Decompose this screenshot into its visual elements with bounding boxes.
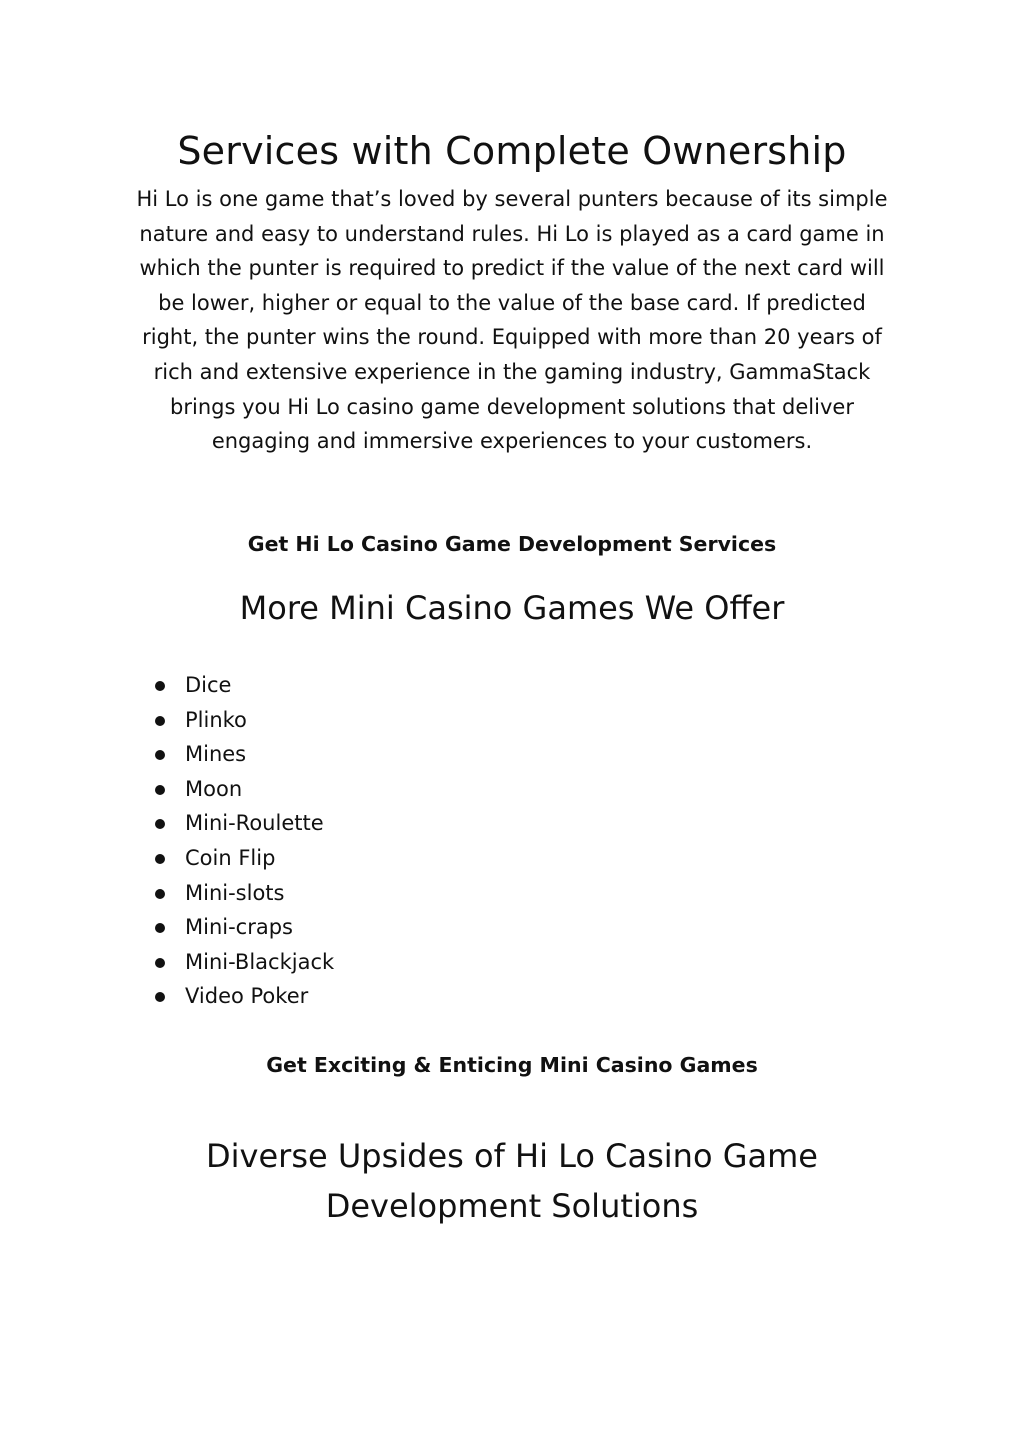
- page-title: Services with Complete Ownership: [177, 129, 847, 173]
- mini-games-link[interactable]: Get Exciting & Enticing Mini Casino Games: [266, 1053, 758, 1077]
- list-item: [152, 737, 334, 772]
- bullet-icon: [155, 923, 165, 933]
- list-item: [152, 979, 334, 1014]
- list-item-label: Dice: [185, 673, 232, 697]
- list-item: [152, 703, 334, 738]
- list-item-label: Mines: [185, 742, 247, 767]
- list-item-label: Mini-craps: [185, 915, 293, 940]
- more-games-heading: More Mini Casino Games We Offer: [239, 589, 785, 627]
- list-item-label: Plinko: [185, 707, 247, 732]
- list-item: [152, 841, 334, 876]
- games-list: [152, 668, 334, 1014]
- list-item: [152, 945, 334, 980]
- list-item: [152, 668, 334, 703]
- list-item-label: Moon: [185, 776, 243, 801]
- upsides-heading: Diverse Upsides of Hi Lo Casino Game Development Solutions: [206, 1137, 818, 1225]
- development-services-link[interactable]: Get Hi Lo Casino Game Development Services: [247, 532, 777, 556]
- list-item-label: Mini-Blackjack: [185, 949, 335, 974]
- list-item: [152, 876, 334, 911]
- bullet-icon: [155, 819, 165, 829]
- bullet-icon: [155, 785, 165, 795]
- bullet-icon: [155, 889, 165, 899]
- list-item: [152, 772, 334, 807]
- bullet-icon: [155, 854, 165, 864]
- list-item-label: Coin Flip: [185, 845, 276, 870]
- list-item-label: Video Poker: [185, 984, 309, 1009]
- bullet-icon: [155, 681, 165, 691]
- intro-paragraph: Hi Lo is one game that’s loved by several punters because of its simple nature and easy to understand rules. Hi Lo is played as a card game in which the punter is required to predict if the value of the next card will be lower, higher or equal to the value of the base card. If predicted right, the punter wins the round. Equipped with more than 20 years of rich and extensive experience in the gaming industry, GammaStack brings you Hi Lo casino game development solutions that deliver engaging and immersive experiences to your customers.: [136, 187, 888, 454]
- list-item-label: Mini-Roulette: [185, 811, 324, 836]
- bullet-icon: [155, 958, 165, 968]
- bullet-icon: [155, 716, 165, 726]
- list-item-label: Mini-slots: [185, 880, 285, 905]
- bullet-icon: [155, 750, 165, 760]
- bullet-icon: [155, 992, 165, 1002]
- list-item: [152, 910, 334, 945]
- list-item: [152, 806, 334, 841]
